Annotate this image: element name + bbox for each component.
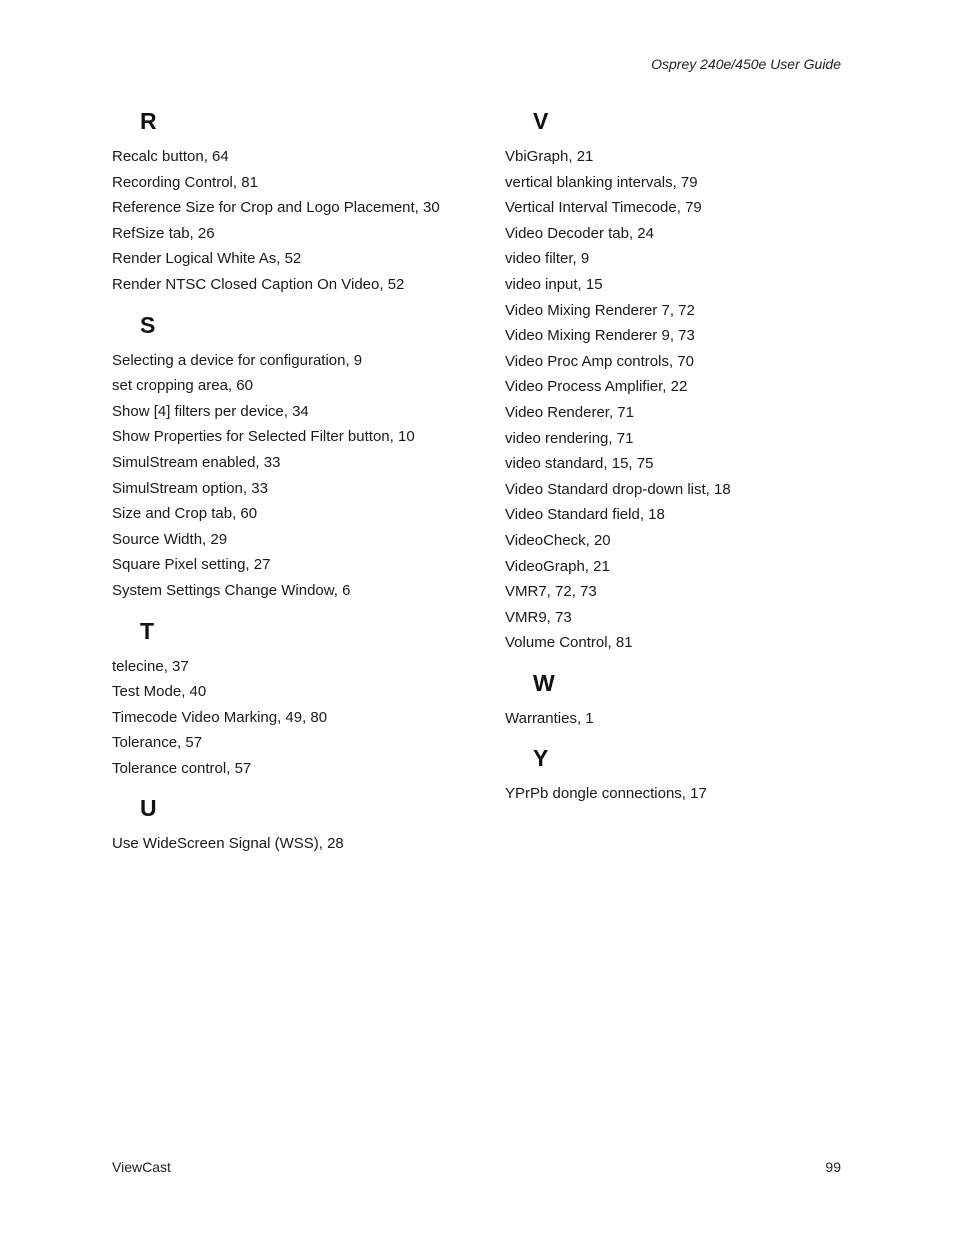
- index-entry: set cropping area, 60: [112, 377, 253, 395]
- footer-company: ViewCast: [112, 1159, 171, 1175]
- index-section-w: [505, 666, 885, 732]
- index-entry: VMR7, 72, 73: [505, 583, 597, 601]
- index-entry: Reference Size for Crop and Logo Placement, 30: [112, 199, 440, 217]
- index-entries: [112, 654, 492, 782]
- index-entry: Video Decoder tab, 24: [505, 224, 654, 242]
- index-section-u: [112, 791, 492, 857]
- index-entries: [112, 348, 492, 604]
- index-entry: Timecode Video Marking, 49, 80: [112, 708, 328, 726]
- index-entry: video rendering, 71: [505, 429, 634, 447]
- index-entry: vertical blanking intervals, 79: [505, 173, 698, 191]
- index-column-left: [112, 104, 492, 867]
- index-entry: Video Process Amplifier, 22: [505, 378, 688, 396]
- section-letter: S: [140, 311, 156, 338]
- index-entry: Video Mixing Renderer 9, 73: [505, 327, 695, 345]
- index-entries: [112, 831, 492, 857]
- section-letter: W: [533, 669, 555, 696]
- index-column-right: [505, 104, 885, 817]
- index-entry: VideoCheck, 20: [505, 531, 611, 549]
- index-section-r: [112, 104, 492, 298]
- index-entry: Volume Control, 81: [505, 634, 633, 652]
- running-header: Osprey 240e/450e User Guide: [651, 56, 841, 72]
- index-entry: Use WideScreen Signal (WSS), 28: [112, 835, 344, 853]
- index-entry: VbiGraph, 21: [505, 148, 594, 165]
- index-entry: Render NTSC Closed Caption On Video, 52: [112, 275, 405, 293]
- index-entry: Video Standard field, 18: [505, 506, 665, 524]
- index-entry: telecine, 37: [112, 657, 189, 675]
- index-entry: Warranties, 1: [505, 709, 594, 727]
- index-entry: Recording Control, 81: [112, 173, 258, 191]
- index-entry: video input, 15: [505, 275, 603, 293]
- index-entries: [505, 781, 885, 807]
- index-entry: Source Width, 29: [112, 530, 228, 548]
- index-entry: Video Renderer, 71: [505, 403, 634, 421]
- footer-page-number: 99: [825, 1159, 841, 1175]
- index-entry: RefSize tab, 26: [112, 224, 215, 242]
- index-entry: System Settings Change Window, 6: [112, 581, 351, 599]
- index-entry: Video Proc Amp controls, 70: [505, 352, 694, 370]
- index-entry: Tolerance, 57: [112, 734, 203, 752]
- index-entry: VideoGraph, 21: [505, 557, 610, 575]
- index-entry: Vertical Interval Timecode, 79: [505, 199, 702, 217]
- section-letter: U: [140, 795, 157, 822]
- index-entry: YPrPb dongle connections, 17: [505, 785, 707, 803]
- index-entries: [112, 144, 492, 298]
- index-entry: VMR9, 73: [505, 608, 572, 626]
- index-entry: Test Mode, 40: [112, 683, 207, 701]
- section-letter: V: [533, 108, 549, 134]
- index-entry: Show Properties for Selected Filter button, 10: [112, 428, 415, 446]
- index-section-t: [112, 614, 492, 782]
- section-letter: R: [140, 108, 157, 134]
- index-entry: Render Logical White As, 52: [112, 250, 302, 268]
- index-entry: video filter, 9: [505, 250, 590, 268]
- index-entries: [505, 706, 885, 732]
- index-section-y: [505, 741, 885, 807]
- index-entry: Show [4] filters per device, 34: [112, 402, 309, 420]
- index-section-v: [505, 104, 885, 656]
- index-entry: video standard, 15, 75: [505, 455, 654, 473]
- index-entry: Recalc button, 64: [112, 148, 229, 165]
- index-entries: [505, 144, 885, 656]
- index-entry: Square Pixel setting, 27: [112, 556, 271, 574]
- index-entry: Selecting a device for configuration, 9: [112, 351, 363, 369]
- index-entry: Video Mixing Renderer 7, 72: [505, 301, 695, 319]
- index-entry: Size and Crop tab, 60: [112, 505, 258, 523]
- index-entry: Video Standard drop-down list, 18: [505, 480, 731, 498]
- section-letter: T: [140, 617, 155, 644]
- index-entry: Tolerance control, 57: [112, 759, 252, 777]
- index-section-s: [112, 308, 492, 604]
- index-entry: SimulStream option, 33: [112, 479, 268, 497]
- index-entry: SimulStream enabled, 33: [112, 453, 281, 471]
- section-letter: Y: [533, 745, 549, 772]
